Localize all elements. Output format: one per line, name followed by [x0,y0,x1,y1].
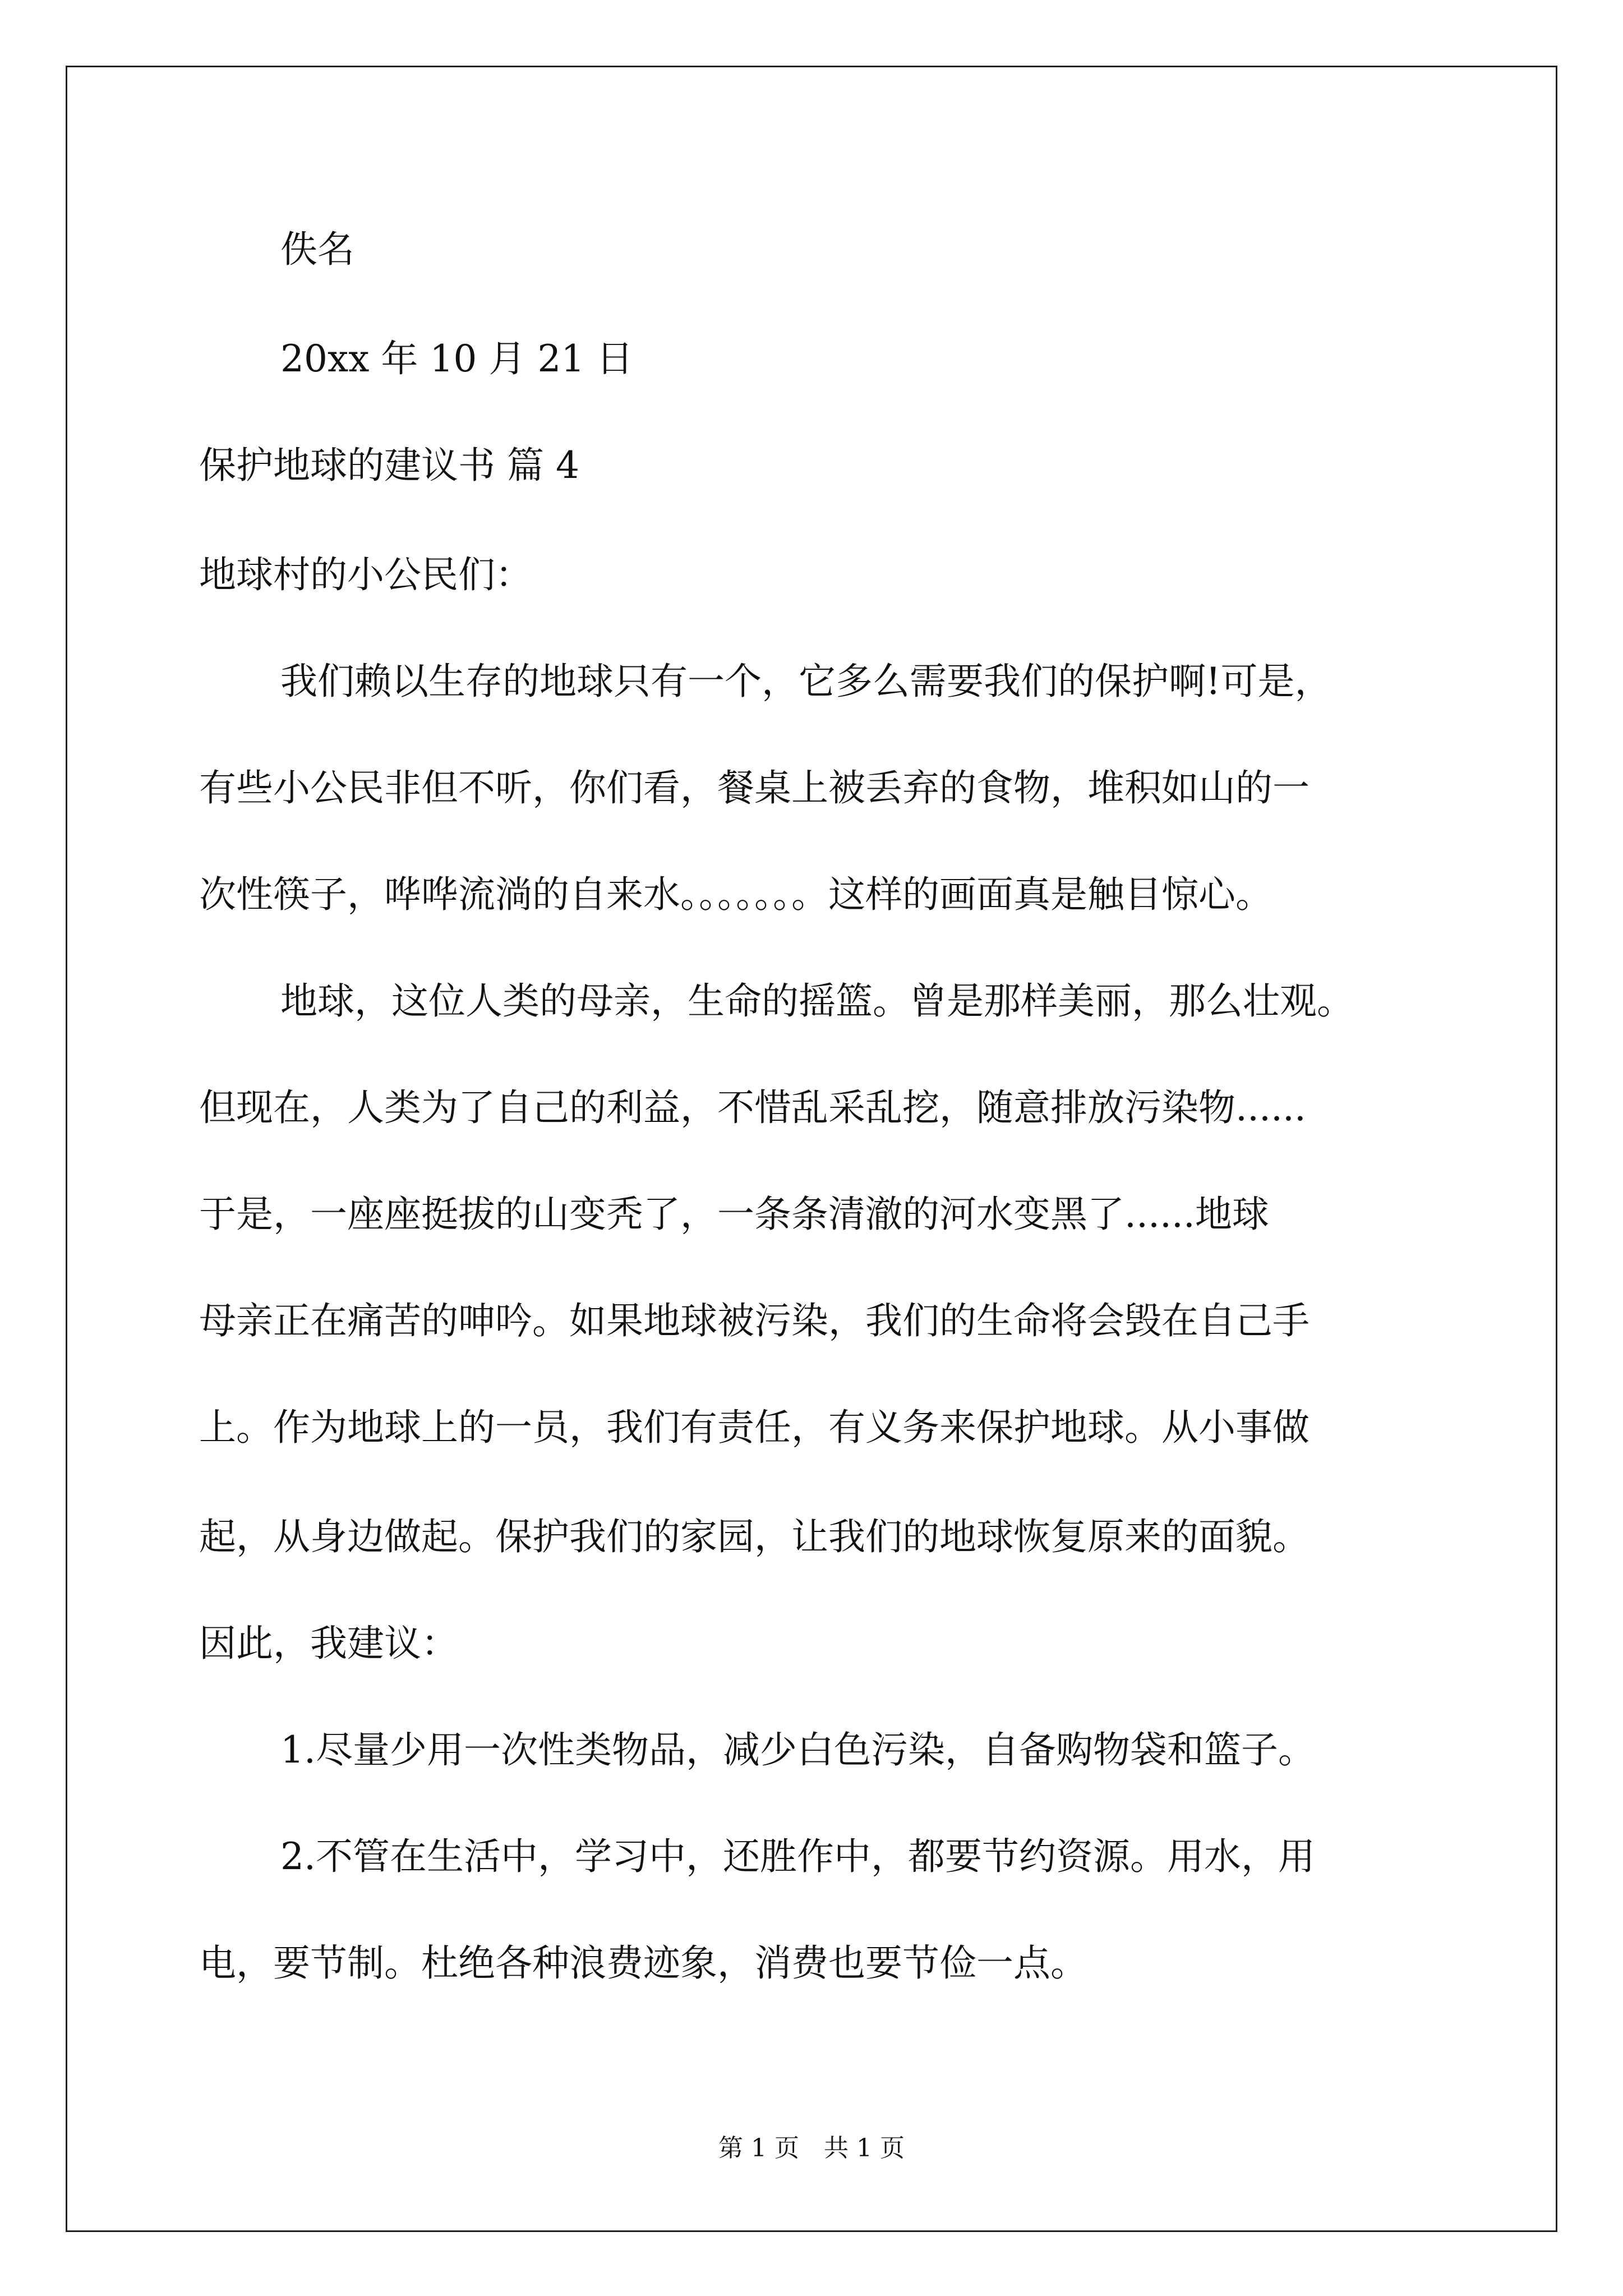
paragraph-line: 起，从身边做起。保护我们的家园，让我们的地球恢复原来的面貌。 [199,1515,1310,1558]
paragraph-line: 电，要节制。杜绝各种浪费迹象，消费也要节俭一点。 [199,1941,1087,1985]
page-border [66,66,1557,2232]
paragraph-line: 上。作为地球上的一员，我们有责任，有义务来保护地球。从小事做 [199,1406,1310,1449]
paragraph-line: 但现在，人类为了自己的利益，不惜乱采乱挖，随意排放污染物...... [199,1086,1306,1129]
list-item: 1.尽量少用一次性类物品，减少白色污染，自备购物袋和篮子。 [280,1728,1315,1772]
date-line: 20xx 年 10 月 21 日 [280,337,634,380]
paragraph-line: 母亲正在痛苦的呻吟。如果地球被污染，我们的生命将会毁在自己手 [199,1299,1310,1342]
salutation: 地球村的小公民们： [199,553,532,596]
paragraph-line: 地球，这位人类的母亲，生命的摇篮。曾是那样美丽，那么壮观。 [280,979,1354,1023]
page-footer: 第 1 页 共 1 页 [718,2134,905,2162]
author-line: 佚名 [280,228,354,271]
paragraph-line: 我们赖以生存的地球只有一个，它多么需要我们的保护啊!可是， [280,660,1332,703]
paragraph-line: 次性筷子，哗哗流淌的自来水。。。。。。。这样的画面真是触目惊心。 [199,873,1272,916]
paragraph-line: 因此，我建议： [199,1622,458,1665]
list-item: 2.不管在生活中，学习中，还胜作中，都要节约资源。用水，用 [280,1835,1315,1878]
section-title: 保护地球的建议书 篇 4 [199,444,579,487]
paragraph-line: 有些小公民非但不听，你们看，餐桌上被丢弃的食物，堆积如山的一 [199,766,1310,809]
paragraph-line: 于是，一座座挺拔的山变秃了，一条条清澈的河水变黑了......地球 [199,1193,1269,1236]
